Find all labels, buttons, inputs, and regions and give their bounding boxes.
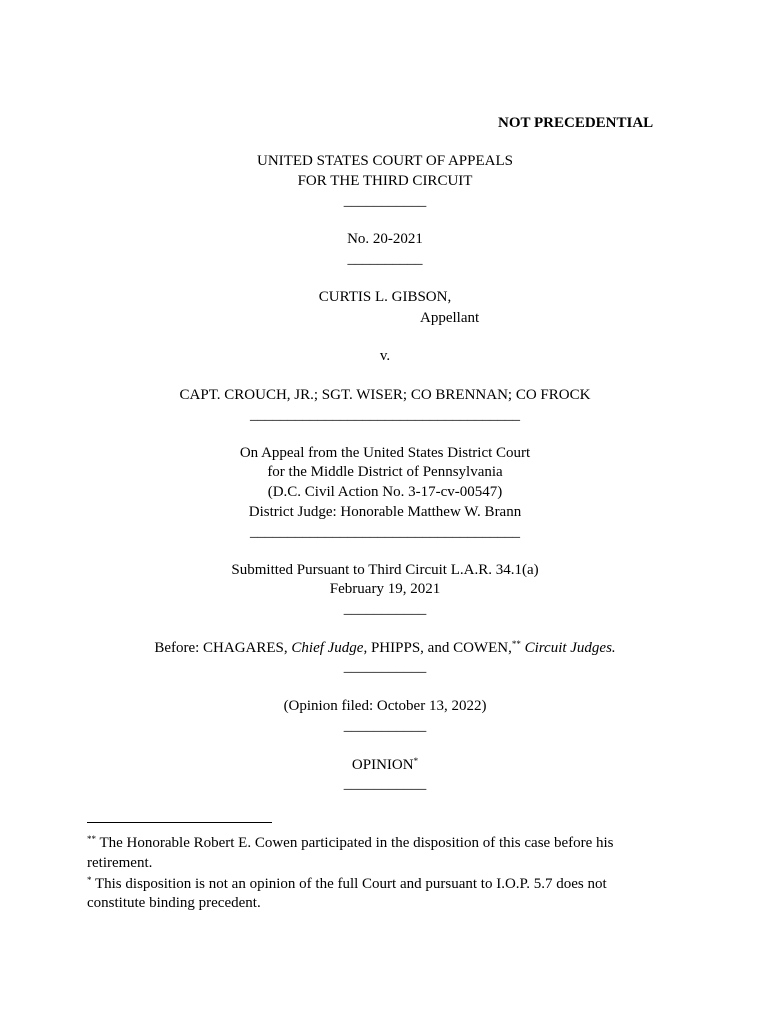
footnote-2-text: This disposition is not an opinion of the full Court and pursuant to I.O.P. 5.7 does not	[91, 876, 607, 892]
not-precedential-label: NOT PRECEDENTIAL	[498, 115, 654, 131]
footnote-2-line1	[87, 877, 607, 892]
footnote-divider	[87, 822, 272, 823]
opinion-filed-date: (Opinion filed: October 13, 2022)	[283, 698, 487, 714]
appeal-line3: (D.C. Civil Action No. 3-17-cv-00547)	[267, 484, 503, 500]
footnote-1-text: The Honorable Robert E. Cowen participated in the disposition of this case before his	[96, 835, 614, 851]
case-number: No. 20-2021	[347, 231, 423, 247]
appellant-role: Appellant	[420, 310, 480, 326]
defendants: CAPT. CROUCH, JR.; SGT. WISER; CO BRENNAN; CO FROCK	[179, 387, 591, 403]
separator-5: ___________	[343, 601, 427, 617]
opinion-heading	[0, 758, 770, 773]
separator-3: ____________________________________	[250, 407, 520, 423]
separator-8: ___________	[343, 776, 427, 792]
footnote-1-line2: retirement.	[87, 855, 153, 871]
appellant-name: CURTIS L. GIBSON,	[318, 289, 452, 305]
separator-6: ___________	[343, 659, 427, 675]
separator-1: ___________	[343, 193, 427, 209]
appeal-line2: for the Middle District of Pennsylvania	[267, 464, 503, 480]
versus: v.	[379, 348, 391, 364]
submission-line: Submitted Pursuant to Third Circuit L.A.R. 34.1(a)	[231, 562, 539, 578]
footnote-2-line2: constitute binding precedent.	[87, 895, 261, 911]
court-name-line1: UNITED STATES COURT OF APPEALS	[257, 153, 513, 169]
separator-4: ____________________________________	[250, 524, 520, 540]
district-judge: District Judge: Honorable Matthew W. Brann	[248, 504, 522, 520]
submission-date: February 19, 2021	[329, 581, 441, 597]
panel-footnote-mark: **	[511, 639, 521, 649]
appeal-line1: On Appeal from the United States District Court	[239, 445, 531, 461]
panel-circuit-judges: Circuit Judges.	[520, 640, 616, 656]
panel-line	[0, 641, 770, 656]
court-name-line2: FOR THE THIRD CIRCUIT	[297, 173, 473, 189]
footnote-1-line1	[87, 836, 614, 851]
panel-before: Before: CHAGARES,	[154, 640, 292, 656]
separator-2: __________	[347, 251, 423, 267]
separator-7: ___________	[343, 718, 427, 734]
opinion-footnote-mark: *	[413, 756, 419, 766]
panel-chief-judge: Chief Judge	[291, 640, 364, 656]
panel-middle: , PHIPPS, and COWEN,	[363, 640, 512, 656]
opinion-title: OPINION	[351, 757, 414, 773]
footnote-2-mark: *	[87, 875, 92, 885]
footnote-1-mark: **	[87, 834, 96, 844]
